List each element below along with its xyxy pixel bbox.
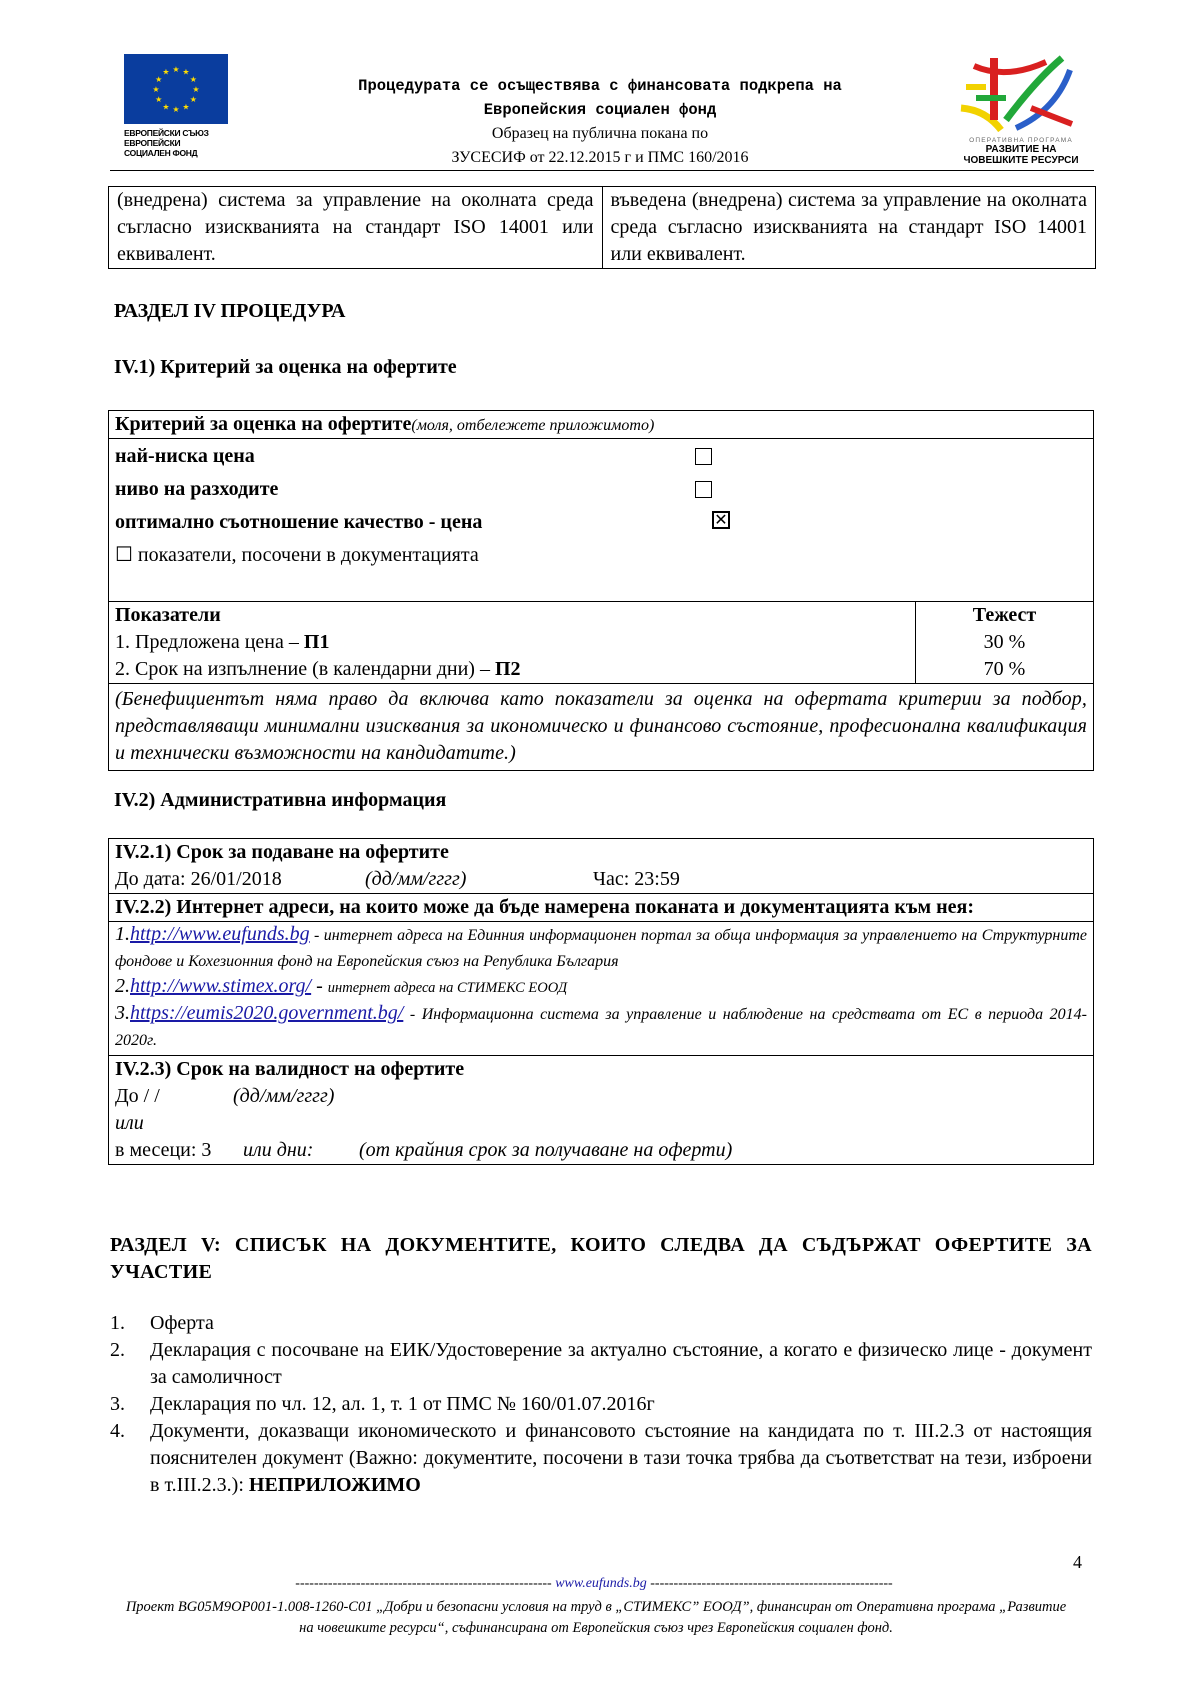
star-icon: ★ — [189, 75, 197, 84]
footer-link-line: ------------------------------------------------------- www.eufunds.bg ---------------------------------------------------- — [295, 1576, 893, 1591]
header-divider — [110, 170, 1094, 171]
criteria-header-label: Критерий за оценка на офертите — [115, 413, 412, 435]
list-item: 4. Документи, доказващи икономическото и финансовото състояние на кандидата по т. III.2.3 от настоящия пояснителен документ (Важно: документите, посочени в тази точка трябва да съответстват на тези, изброени в т.III.2.3.): НЕПРИЛОЖИМО — [110, 1420, 1092, 1496]
op-caption-small: ОПЕРАТИВНА ПРОГРАМА — [969, 137, 1073, 144]
urls-cell — [109, 922, 1094, 1056]
validity-or: или — [115, 1112, 144, 1134]
section-v-title: РАЗДЕЛ V: СПИСЪК НА ДОКУМЕНТИТЕ, КОИТО СЛЕДВА ДА СЪДЪРЖАТ ОФЕРТИТЕ ЗА УЧАСТИЕ — [110, 1234, 1092, 1283]
validity-note: (от крайния срок за получаване на оферти) — [359, 1139, 733, 1161]
star-icon: ★ — [155, 75, 163, 84]
urls-title: IV.2.2) Интернет адреси, на които може да бъде намерена поканата и документацията към нея: — [115, 896, 975, 918]
header-line-1: Процедурата се осъществява с финансовата подкрепа на — [358, 77, 842, 95]
indicators-header: Показатели — [115, 604, 221, 626]
eufunds-link[interactable]: http://www.eufunds.bg — [130, 923, 310, 945]
eumis-link[interactable]: https://eumis2020.government.bg/ — [130, 1002, 404, 1024]
criteria-option-documentation[interactable]: ☐ показатели, посочени в документацията — [115, 544, 479, 566]
urls-title-cell — [109, 894, 1094, 922]
stimex-link[interactable]: http://www.stimex.org/ — [130, 975, 312, 997]
url-item: 1.http://www.eufunds.bg - интернет адреса на Единния информационен портал за обща информация за управлението на Структурните фондове и Кохезионния фонд на Европейския съюз на Република България — [115, 923, 1087, 970]
url-item: 2.http://www.stimex.org/ - интернет адреса на СТИМЕКС ЕООД — [115, 975, 568, 997]
not-applicable-label: НЕПРИЛОЖИМО — [248, 1474, 421, 1496]
operational-programme-logo — [946, 50, 1096, 166]
header-text — [270, 74, 930, 170]
op-caption-2: ЧОВЕШКИТЕ РЕСУРСИ — [963, 155, 1079, 166]
hrd-logo-icon — [946, 50, 1096, 132]
section-iv-title: РАЗДЕЛ IV ПРОЦЕДУРА — [114, 300, 346, 322]
list-item: 3. Декларация по чл. 12, ал. 1, т. 1 от ПМС № 160/01.07.2016г — [110, 1393, 655, 1415]
criteria-header — [109, 411, 1093, 439]
indicators-cell: Показатели 1. Предложена цена – П1 2. Срок на изпълнение (в календарни дни) – П2 — [109, 602, 916, 684]
weights-cell — [916, 602, 1094, 684]
weight-p2: 70 % — [983, 658, 1026, 680]
url-item: 3.https://eumis2020.government.bg/ - Информационна система за управление и наблюдение на средствата от ЕС в периода 2014-2020г. — [115, 1002, 1087, 1049]
header-line-4: ЗУСЕСИФ от 22.12.2015 г и ПМС 160/2016 — [451, 149, 749, 166]
deadline-cell — [109, 839, 1094, 894]
section-iv-1-title: IV.1) Критерий за оценка на офертите — [114, 356, 457, 378]
star-icon: ★ — [192, 85, 200, 94]
star-icon: ★ — [182, 67, 190, 77]
header-line-2: Европейския социален фонд — [483, 101, 717, 119]
list-item: 1. Оферта — [110, 1312, 214, 1334]
criteria-header-note: (моля, отбележете приложимото) — [411, 417, 655, 434]
validity-months: в месеци: 3 — [115, 1139, 212, 1161]
weight-header: Тежест — [972, 604, 1037, 626]
star-icon: ★ — [189, 95, 197, 104]
criteria-box — [108, 410, 1094, 602]
weight-p1: 30 % — [983, 631, 1026, 653]
eu-logo-caption: ЕВРОПЕЙСКИ СЪЮЗ ЕВРОПЕЙСКИ СОЦИАЛЕН ФОНД — [124, 128, 209, 158]
indicators-note: (Бенефициентът няма право да включва като показатели за оценка на офертата критерии за подбор, представляващи минимални изисквания за икономическо и финансово състояние, професионална квалификация и технически възможности на кандидатите.) — [109, 684, 1094, 771]
validity-title: IV.2.3) Срок на валидност на офертите — [115, 1058, 465, 1080]
requirements-left-cell: (внедрена) система за управление на околната среда съгласно изискванията на стандарт ISO 14001 или еквивалент. — [109, 187, 603, 269]
requirements-table — [108, 186, 1096, 269]
criteria-option-lowest-price[interactable]: най-ниска цена — [109, 443, 1093, 476]
validity-until: До / / — [115, 1085, 160, 1107]
star-icon: ★ — [172, 65, 180, 74]
header-line-3: Образец на публична покана по — [491, 125, 709, 142]
eu-flag-icon — [124, 54, 228, 124]
list-item: 2. Декларация с посочване на ЕИК/Удостоверение за актуално състояние, а когато е физическо лице - документ за самоличност — [110, 1339, 1092, 1388]
star-icon: ★ — [162, 67, 170, 77]
requirements-right-cell: въведена (внедрена) система за управление на околната среда съгласно изискванията на стандарт ISO 14001 или еквивалент. — [602, 187, 1096, 269]
documents-list — [110, 1310, 1092, 1499]
page-number: 4 — [1073, 1552, 1082, 1572]
section-iv-2-title: IV.2) Административна информация — [114, 789, 447, 811]
op-caption-1: РАЗВИТИЕ НА — [985, 144, 1057, 155]
deadline-date: До дата: 26/01/2018 — [115, 868, 282, 890]
footer-eufunds-link[interactable]: www.eufunds.bg — [555, 1576, 647, 1591]
criteria-option-cost-level[interactable]: ниво на разходите — [109, 476, 1093, 509]
validity-cell — [109, 1056, 1094, 1165]
deadline-format: (дд/мм/гггг) — [365, 868, 467, 890]
star-icon: ★ — [152, 85, 160, 94]
indicators-table — [108, 601, 1094, 771]
deadline-title: IV.2.1) Срок за подаване на офертите — [115, 841, 449, 863]
star-icon: ★ — [182, 102, 190, 112]
checkbox-unchecked-icon[interactable] — [695, 448, 712, 465]
star-icon: ★ — [162, 102, 170, 112]
validity-format: (дд/мм/гггг) — [233, 1085, 335, 1107]
eu-logo — [124, 54, 226, 162]
checkbox-checked-icon[interactable]: ✕ — [712, 511, 730, 529]
deadline-time: Час: 23:59 — [593, 868, 680, 890]
validity-days: или дни: — [243, 1139, 314, 1161]
administrative-info-table — [108, 838, 1094, 1165]
star-icon: ★ — [172, 105, 180, 114]
footer-project-text: Проект BG05M9OP001-1.008-1260-C01 „Добри и безопасни условия на труд в „СТИМЕКС” ЕООД”, финансиран от Оперативна програма „Развитие на човешките ресурси“, съфинансирана от Европейския съюз чрез Европейския социален фонд. — [125, 1599, 1067, 1636]
checkbox-unchecked-icon[interactable] — [695, 481, 712, 498]
star-icon: ★ — [155, 95, 163, 104]
criteria-option-best-price-quality[interactable]: оптимално съотношение качество - цена ✕ — [109, 509, 1093, 542]
